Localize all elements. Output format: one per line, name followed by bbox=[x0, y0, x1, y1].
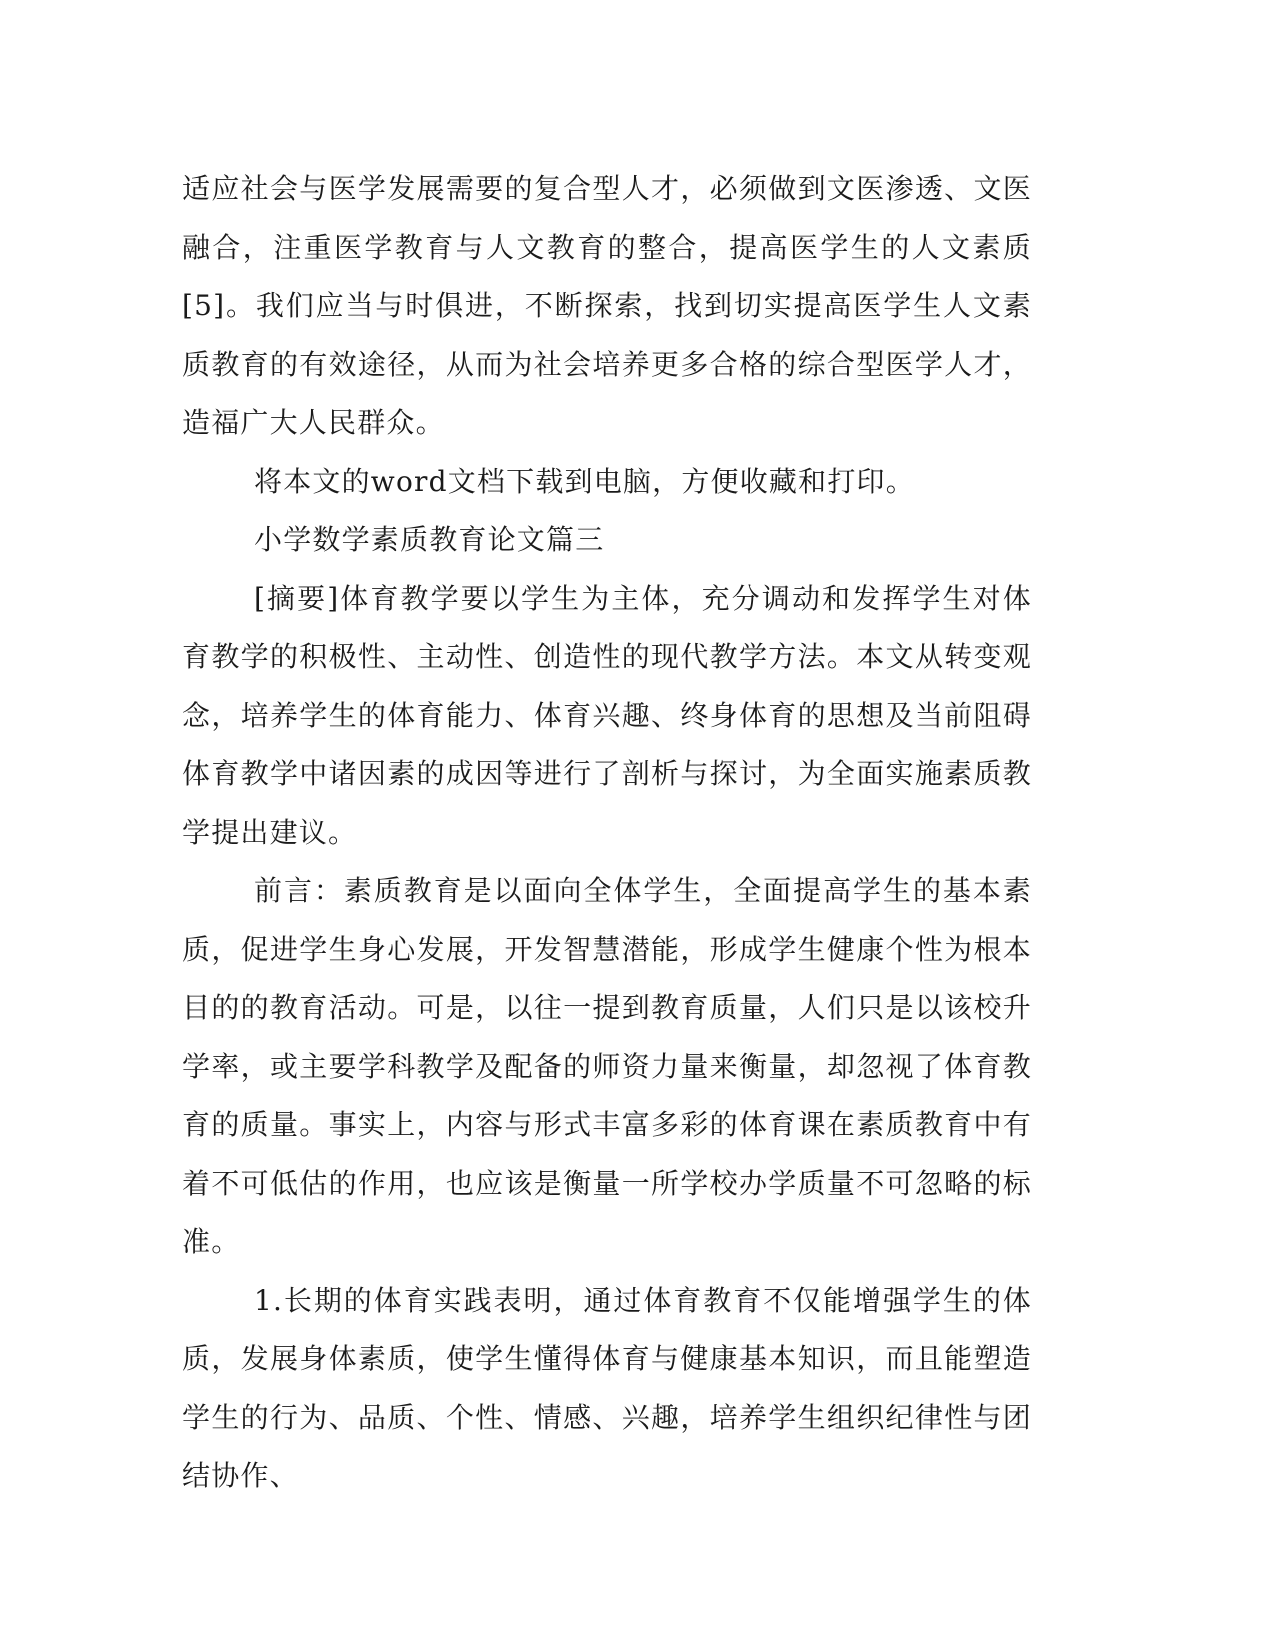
paragraph-continuation: 适应社会与医学发展需要的复合型人才，必须做到文医渗透、文医融合，注重医学教育与人文教育的整合，提高医学生的人文素质[5]。我们应当与时俱进，不断探索，找到切实提高医学生人文素质教育的有效途径，从而为社会培养更多合格的综合型医学人才，造福广大人民群众。 bbox=[182, 172, 1032, 439]
paragraph-abstract: [摘要]体育教学要以学生为主体，充分调动和发挥学生对体育教学的积极性、主动性、创造性的现代教学方法。本文从转变观念，培养学生的体育能力、体育兴趣、终身体育的思想及当前阻碍体育教学中诸因素的成因等进行了剖析与探讨，为全面实施素质教学提出建议。 bbox=[182, 581, 1032, 849]
document-body bbox=[182, 160, 1032, 1506]
section-title: 小学数学素质教育论文篇三 bbox=[254, 523, 605, 556]
paragraph-preface: 前言：素质教育是以面向全体学生，全面提高学生的基本素质，促进学生身心发展，开发智慧潜能，形成学生健康个性为根本目的的教育活动。可是，以往一提到教育质量，人们只是以该校升学率，或主要学科教学及配备的师资力量来衡量，却忽视了体育教育的质量。事实上，内容与形式丰富多彩的体育课在素质教育中有着不可低估的作用，也应该是衡量一所学校办学质量不可忽略的标准。 bbox=[182, 874, 1032, 1258]
paragraph-point-1: 1.长期的体育实践表明，通过体育教育不仅能增强学生的体质，发展身体素质，使学生懂得体育与健康基本知识，而且能塑造学生的行为、品质、个性、情感、兴趣，培养学生组织纪律性与团结协作、 bbox=[182, 1283, 1032, 1492]
paragraph-download-note: 将本文的word文档下载到电脑，方便收藏和打印。 bbox=[254, 464, 915, 498]
